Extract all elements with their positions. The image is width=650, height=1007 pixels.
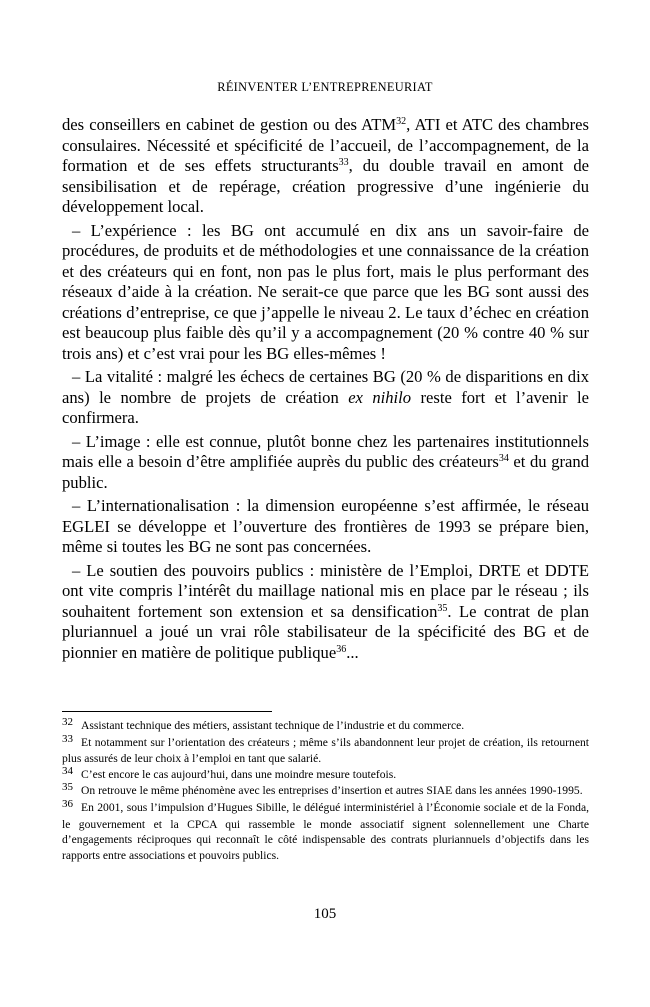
text-run: et du grand public. — [62, 452, 589, 492]
paragraph-image — [62, 432, 589, 494]
footnote-text: On retrouve le même phénomène avec les entreprises d’insertion et autres SIAE dans les années 1990-1995. — [81, 784, 583, 798]
text-run: ... — [346, 642, 359, 662]
footnote-number: 36 — [62, 797, 73, 810]
footnote-32 — [62, 718, 589, 735]
footnote-ref-35[interactable]: 35 — [437, 602, 448, 614]
footnote-text: C’est encore le cas aujourd’hui, dans une moindre mesure toutefois. — [81, 767, 397, 781]
paragraph-1 — [62, 115, 589, 218]
footnote-ref-33[interactable]: 33 — [338, 157, 349, 168]
text-run: – L’image : elle est connue, plutôt bonne chez les partenaires institutionnels mais elle a besoin d’être amplifiée auprès du public des créateurs — [62, 431, 589, 471]
footnotes — [62, 718, 589, 863]
text-run: reste fort et l’avenir le confirmera. — [62, 387, 589, 427]
paragraph-experience: – L’expérience : les BG ont accumulé en dix ans un savoir-faire de procédures, de produits et de méthodologies et une connaissance de la création et des créateurs qui en font, non pas le plus fort, mais le plus performant des réseaux d’aide à la création. Ne serait-ce que parce que les BG sont aussi des créations d’entreprise, ce que j’appelle le niveau 2. Le taux d’échec en création est beaucoup plus faible dès qu’il y a accompagnement (20 % contre 40 % sur trois ans) et c’est vrai pour les BG elles-mêmes ! — [62, 220, 589, 363]
footnote-text: En 2001, sous l’impulsion d’Hugues Sibille, le délégué interministériel à l’Économie sociale et de la Fonda, le gouvernement et la CPCA qui rassemble le monde associatif signent solennellement une Charte d’engagements réciproques qui reconnaît le côté indispensable des contrats pluriannuels d’objectifs dans les rapports entre associations et pouvoirs publics. — [62, 800, 589, 862]
text-run: – Le soutien des pouvoirs publics : ministère de l’Emploi, DRTE et DDTE ont vite compris l’intérêt du maillage national mis en place par le réseau ; ils souhaitent fortement son extension et sa densification — [62, 560, 589, 621]
text-run: , du double travail en amont de sensibilisation et de repérage, création progressive d’une ingénierie du développement local. — [62, 156, 589, 216]
footnote-36 — [62, 797, 589, 863]
footnote-34 — [62, 764, 589, 784]
footnote-separator — [62, 711, 272, 712]
paragraph-soutien — [62, 561, 589, 664]
footnote-text: Et notamment sur l’orientation des créateurs ; même s’ils abandonnent leur projet de création, ils retournent plus assurés de leur choix à l’emploi en tant que salarié. — [62, 735, 589, 766]
paragraph-vitalite — [62, 367, 589, 429]
footnote-33 — [62, 732, 589, 767]
running-header: RÉINVENTER L’ENTREPRENEURIAT — [217, 80, 433, 94]
text-run: des conseillers en cabinet de gestion ou des ATM — [62, 115, 397, 134]
body-text — [62, 115, 589, 663]
text-run: , ATI et ATC des chambres consulaires. Nécessité et spécificité de l’accueil, de l’accompagnement, de la formation et de ses effets structurants — [62, 115, 589, 175]
footnote-number: 35 — [62, 781, 73, 794]
footnote-ref-36[interactable]: 36 — [336, 643, 347, 655]
text-run: – La vitalité : malgré les échecs de certaines BG (20 % de disparitions en dix ans) le nombre de projets de création — [62, 367, 589, 407]
footnote-ref-34[interactable]: 34 — [498, 453, 509, 464]
footnote-ref-32[interactable]: 32 — [396, 116, 407, 127]
footnote-number: 33 — [62, 732, 73, 745]
text-run: . Le contrat de plan pluriannuel a joué un vrai rôle stabilisateur de la spécificité des BG et de pionnier en matière de politique publique — [62, 601, 589, 662]
footnote-number: 34 — [62, 764, 73, 777]
italic-term: ex nihilo — [348, 387, 412, 407]
footnote-text: Assistant technique des métiers, assistant technique de l’industrie et du commerce. — [81, 719, 465, 732]
paragraph-internationalisation: – L’internationalisation : la dimension européenne s’est affirmée, le réseau EGLEI se développe et l’ouverture des frontières de 1993 se prépare bien, même si toutes les BG ne sont pas concernées. — [62, 496, 589, 556]
footnote-number: 32 — [62, 716, 73, 728]
page-number: 105 — [313, 906, 337, 922]
footnote-35 — [62, 783, 589, 800]
